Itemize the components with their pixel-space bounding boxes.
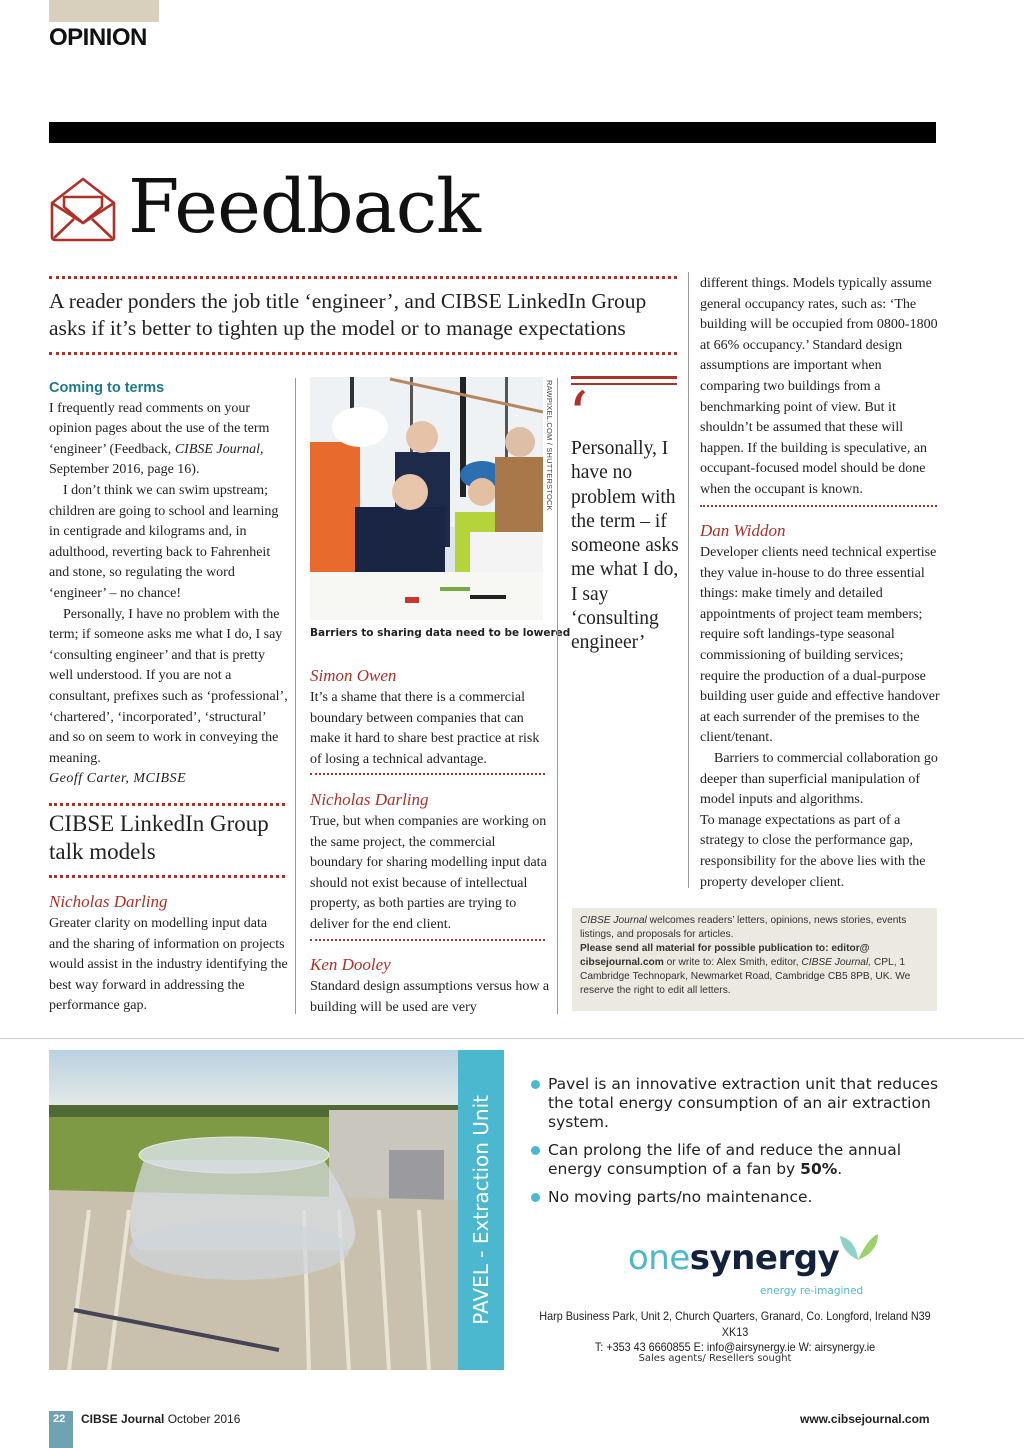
section-label: OPINION bbox=[49, 24, 147, 51]
advert-sales-note: Sales agents/ Resellers sought bbox=[638, 1353, 792, 1364]
pullquote: Personally, I have no problem with the term – if someone asks me what I do, I say ‘consulting engineer’ bbox=[571, 438, 679, 654]
comment bbox=[700, 519, 940, 893]
envelope-icon bbox=[48, 173, 118, 243]
comment-author: Nicholas Darling bbox=[49, 892, 168, 911]
advert-bullet: Pavel is an innovative extraction unit that reduces the total energy consumption of an air extraction system. bbox=[530, 1075, 950, 1132]
quote-mark-icon: ‘ bbox=[568, 379, 589, 453]
comment-text: Barriers to commercial collaboration go deeper than superficial manipulation of model inputs and algorithms. bbox=[700, 750, 938, 808]
comment bbox=[49, 890, 289, 1017]
letter-signature: Geoff Carter, MCIBSE bbox=[49, 771, 187, 787]
advert-bullet: No moving parts/no maintenance. bbox=[530, 1188, 950, 1207]
page-number: 22 bbox=[53, 1413, 66, 1425]
comment-author: Nicholas Darling bbox=[310, 790, 429, 809]
comment-text: To manage expectations as part of a strategy to close the performance gap, responsibility for the above lies with the property developer client. bbox=[700, 812, 926, 890]
page-title: Feedback bbox=[128, 164, 481, 250]
divider bbox=[49, 803, 285, 806]
comment-author: Ken Dooley bbox=[310, 955, 391, 974]
column-rule bbox=[295, 378, 296, 1014]
footer-url[interactable]: www.cibsejournal.com bbox=[800, 1412, 930, 1426]
divider bbox=[700, 505, 937, 507]
comment bbox=[310, 953, 550, 1018]
header-bar bbox=[49, 122, 936, 143]
bullet-icon bbox=[531, 1146, 540, 1155]
section-tab bbox=[49, 0, 159, 22]
comment-text: Standard design assumptions versus how a building will be used are very bbox=[310, 979, 550, 1015]
comment-continued bbox=[700, 274, 940, 501]
advert-band bbox=[458, 1050, 504, 1370]
letter-heading: Coming to terms bbox=[49, 380, 165, 396]
divider bbox=[49, 875, 285, 878]
advert-bullet: Can prolong the life of and reduce the annual energy consumption of a fan by 50%. bbox=[530, 1141, 950, 1179]
comment-author: Simon Owen bbox=[310, 666, 397, 685]
advert-contact[interactable]: T: +353 43 6660855 E: info@airsynergy.ie W: airsynergy.ie bbox=[594, 1340, 876, 1354]
advert-divider bbox=[0, 1038, 1024, 1039]
linkedin-heading: CIBSE LinkedIn Group talk models bbox=[49, 811, 269, 864]
advert-address: Harp Business Park, Unit 2, Church Quarters, Granard, Co. Longford, Ireland N39 XK13 T: +353 43 6660855 E: info@airsynergy.ie W: airsynergy.ie bbox=[533, 1309, 938, 1356]
divider bbox=[310, 939, 545, 941]
logo-tagline: energy re-imagined bbox=[760, 1285, 864, 1297]
comment bbox=[310, 788, 550, 936]
comment bbox=[310, 664, 550, 770]
bullet-icon bbox=[531, 1080, 540, 1089]
standfirst: A reader ponders the job title ‘engineer’, and CIBSE LinkedIn Group asks if it’s better to tighten up the model or to manage expectations bbox=[49, 289, 647, 340]
comment-author: Dan Widdon bbox=[700, 521, 786, 540]
team-photo bbox=[310, 377, 543, 620]
comment-text: Greater clarity on modelling input data and the sharing of information on projects would assist in the industry identifying the best way forward in addressing the performance gap. bbox=[49, 916, 288, 1014]
bullet-icon bbox=[531, 1193, 540, 1202]
photo-caption: Barriers to sharing data need to be lowered bbox=[310, 627, 571, 639]
footer-publication: CIBSE Journal October 2016 bbox=[81, 1412, 241, 1426]
comment-text: different things. Models typically assume general occupancy rates, such as: ‘The building will be occupied from 0800-1800 at 66% occupancy.’ Standard design assumptions are important when comparing two buildings from a benchmarking point of view. But it shouldn’t be assumed that these will happen. If the building is speculative, an occupant-focused model should be done when the occupant is known. bbox=[700, 276, 938, 497]
comment-text: True, but when companies are working on the same project, the commercial boundary for sharing modelling input data should not exist because of intellectual property, as both parties are trying to deliver for the end client. bbox=[310, 814, 547, 932]
submission-info-box: CIBSE Journal welcomes readers’ letters, opinions, news stories, events listings, and proposals for articles. Please send all material for possible publication to: editor@ cibsejournal.com or write to: Alex Smith, editor, CIBSE Journal, CPL, 1 Cambridge Technopark, Newmarket Road, Cambridge CB5 8PB, UK. We reserve the right to edit all letters. bbox=[572, 908, 937, 1011]
leaf-logo-icon bbox=[838, 1232, 880, 1262]
divider bbox=[49, 276, 677, 279]
photo-credit: RAWPIXEL.COM / SHUTTERSTOCK bbox=[545, 380, 554, 511]
column-rule bbox=[557, 378, 558, 1014]
letter-column bbox=[49, 378, 289, 790]
letter-paragraph: I frequently read comments on your opinion pages about the use of the term ‘engineer’ (Feedback, CIBSE Journal, September 2016, page 16). bbox=[49, 400, 270, 478]
comment-text: It’s a shame that there is a commercial boundary between companies that can make it hard to share best practice at risk of losing a technical advantage. bbox=[310, 690, 540, 767]
advert-band-label: PAVEL - Extraction Unit bbox=[469, 1095, 493, 1325]
divider bbox=[310, 773, 545, 775]
column-rule bbox=[688, 272, 689, 888]
onesynergy-logo: onesynergy bbox=[628, 1238, 840, 1278]
advert-bullet-list bbox=[530, 1075, 950, 1216]
submission-email[interactable]: Please send all material for possible publication to: editor@ cibsejournal.com bbox=[580, 943, 870, 968]
divider bbox=[49, 352, 677, 355]
letter-paragraph: I don’t think we can swim upstream; children are going to school and learning in centigrade and kilograms and, in adulthood, reverting back to Fahrenheit and stone, so regulating the word ‘engineer’ – no chance! bbox=[49, 482, 279, 601]
comment-text: Developer clients need technical expertise they value in-house to do three essential things: make timely and detailed appointments of project team members; require soft landings-type seasonal commissioning of building services; require the production of a dual-purpose building user guide and effective handover at each surrender of the premises to the client/tenant. bbox=[700, 545, 940, 746]
advert-photo bbox=[49, 1050, 458, 1370]
letter-paragraph: Personally, I have no problem with the term; if someone asks me what I do, I say ‘consulting engineer’ and that is pretty well understood. If you are not a consultant, prefixes such as ‘professional’, ‘chartered’, ‘incorporated’, ‘structural’ and so on seem to work in conveying the meaning. bbox=[49, 606, 288, 766]
